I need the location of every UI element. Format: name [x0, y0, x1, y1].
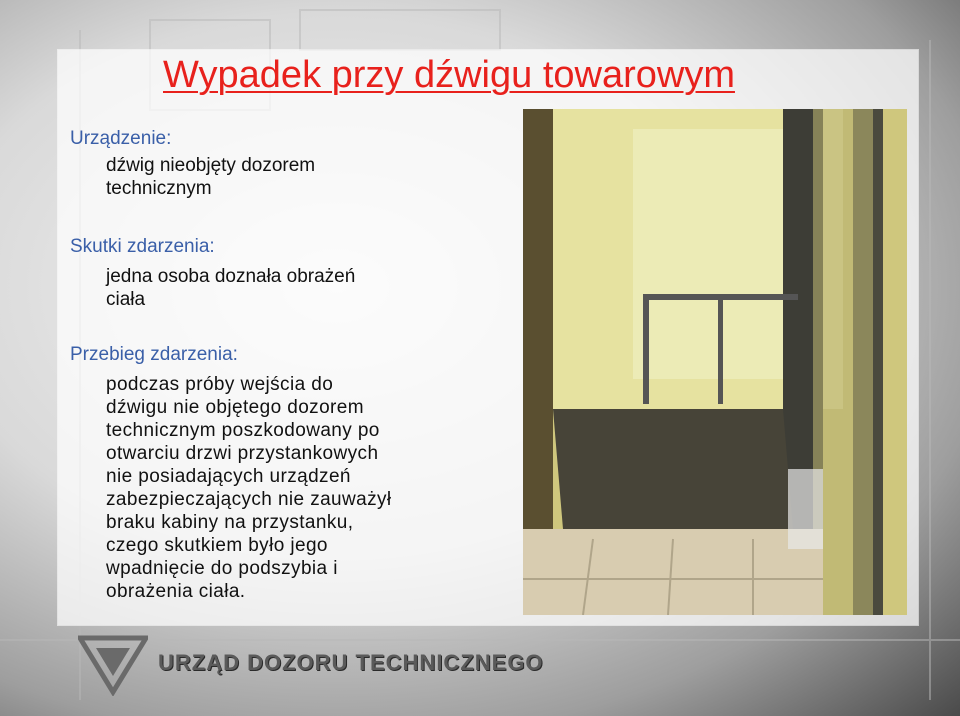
udt-logo-icon [78, 634, 148, 696]
text-effects: jedna osoba doznała obrażeń ciała [106, 266, 356, 310]
label-device: Urządzenie: [70, 128, 172, 149]
text-course: podczas próby wejścia do dźwigu nie objętego dozorem technicznym poszkodowany po otwarciu drzwi przystankowych nie posiadających urządzeń zabezpieczających nie zauważył braku kabiny na przystanku, czego skutkiem było jego wpadnięcie do podszybia i obrażenia ciała. [106, 374, 392, 602]
elevator-shaft-image [523, 109, 907, 615]
footer-org-name: URZĄD DOZORU TECHNICZNEGO [158, 650, 544, 675]
text-device: dźwig nieobjęty dozorem technicznym [106, 155, 316, 199]
label-effects: Skutki zdarzenia: [70, 236, 215, 257]
label-course: Przebieg zdarzenia: [70, 344, 238, 365]
elevator-photo [523, 109, 907, 615]
slide-title: Wypadek przy dźwigu towarowym [163, 54, 735, 96]
